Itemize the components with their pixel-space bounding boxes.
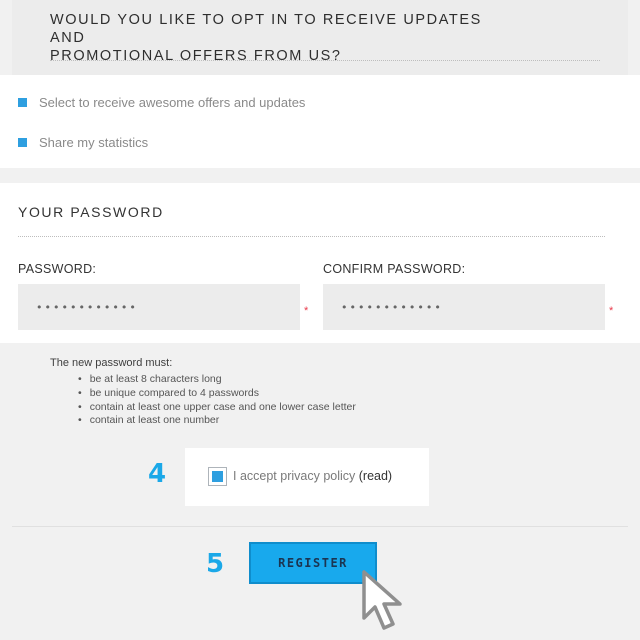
required-marker: * [609,305,614,317]
password-input[interactable] [18,284,300,330]
option-offers[interactable] [18,92,305,112]
password-rules-title: The new password must: [50,357,173,369]
password-heading: YOUR PASSWORD [18,204,164,220]
checkbox-checked-icon [212,471,223,482]
password-label: PASSWORD: [18,262,97,276]
optin-heading-line1: WOULD YOU LIKE TO OPT IN TO RECEIVE UPDATES AND [50,12,482,46]
password-rule: • contain at least one number [78,414,356,428]
option-statistics[interactable] [18,132,148,152]
option-offers-label: Select to receive awesome offers and updates [39,94,306,110]
privacy-policy-label [233,469,392,483]
required-marker: * [304,305,309,317]
optin-options [0,75,640,168]
password-rule: • contain at least one upper case and one lower case letter [78,401,356,415]
password-rule: • be unique compared to 4 passwords [78,387,356,401]
confirm-password-label: CONFIRM PASSWORD: [323,262,466,276]
divider [50,60,600,61]
password-rules-list [78,373,356,428]
divider [18,236,605,237]
privacy-policy-text: I accept privacy policy [233,469,359,483]
step-number-4: 4 [148,459,167,489]
option-statistics-label: Share my statistics [39,134,149,150]
optin-heading [50,11,510,65]
step-number-5: 5 [206,549,225,579]
password-rule: • be at least 8 characters long [78,373,356,387]
privacy-checkbox[interactable] [208,467,227,486]
divider [12,526,628,527]
register-button[interactable]: REGISTER [249,542,377,584]
option-checkbox-icon[interactable] [18,98,27,107]
option-checkbox-icon[interactable] [18,138,27,147]
optin-heading-line2: PROMOTIONAL OFFERS FROM US? [50,48,342,64]
confirm-password-input[interactable] [323,284,605,330]
mouse-pointer-icon [352,566,422,636]
privacy-read-link[interactable]: (read) [358,469,393,483]
